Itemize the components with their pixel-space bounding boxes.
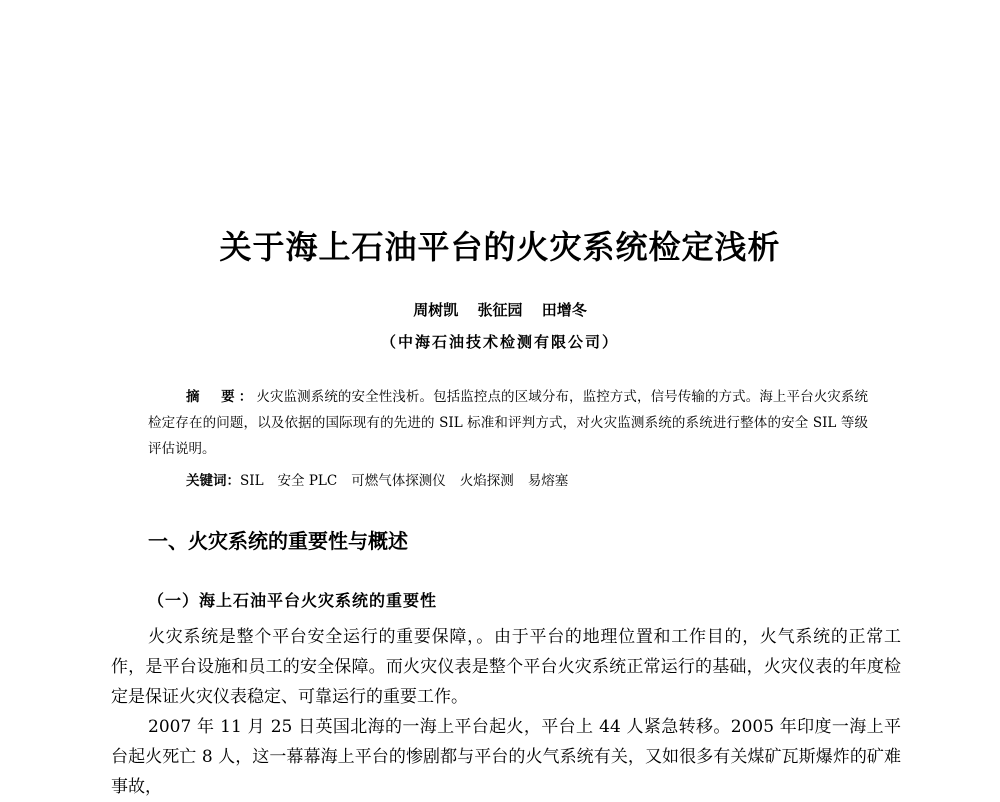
body-paragraph: 火灾系统是整个平台安全运行的重要保障，。由于平台的地理位置和工作目的，火气系统的正常工作，是平台设施和员工的安全保障。而火灾仪表是整个平台火灾系统正常运行的基础，火灾仪表的年度检定是保证火灾仪表稳定、可靠运行的重要工作。 bbox=[111, 627, 901, 707]
author-list: 周树凯 张征园 田增冬 bbox=[413, 301, 587, 319]
section-heading: 一、火灾系统的重要性与概述 bbox=[148, 529, 408, 553]
body-text bbox=[111, 622, 901, 802]
keyword-item: SIL bbox=[240, 473, 264, 489]
body-paragraph: 2007 年 11 月 25 日英国北海的一海上平台起火，平台上 44 人紧急转移。2005 年印度一海上平台起火死亡 8 人，这一幕幕海上平台的惨剧都与平台的火气系统有关，又如很多有关煤矿瓦斯爆炸的矿难事故， bbox=[111, 717, 901, 797]
keyword-item: 易熔塞 bbox=[527, 473, 569, 489]
abstract-label: 摘 要： bbox=[186, 389, 257, 405]
subsection-heading: （一）海上石油平台火灾系统的重要性 bbox=[148, 591, 438, 610]
keyword-item: 安全 PLC bbox=[277, 473, 338, 489]
author-affiliation: （中海石油技术检测有限公司） bbox=[380, 333, 619, 351]
keyword-item: 可燃气体探测仪 bbox=[351, 473, 446, 489]
abstract bbox=[148, 384, 868, 462]
keywords bbox=[186, 468, 582, 494]
paper-title: 关于海上石油平台的火灾系统检定浅析 bbox=[219, 228, 781, 266]
keyword-item: 火焰探测 bbox=[459, 473, 514, 489]
keywords-label: 关键词： bbox=[186, 473, 240, 489]
abstract-text: 火灾监测系统的安全性浅析。包括监控点的区域分布，监控方式，信号传输的方式。海上平台火灾系统检定存在的问题，以及依据的国际现有的先进的 SIL 标准和评判方式，对火灾监测系统的系统进行整体的安全 SIL 等级评估说明。 bbox=[148, 389, 868, 457]
